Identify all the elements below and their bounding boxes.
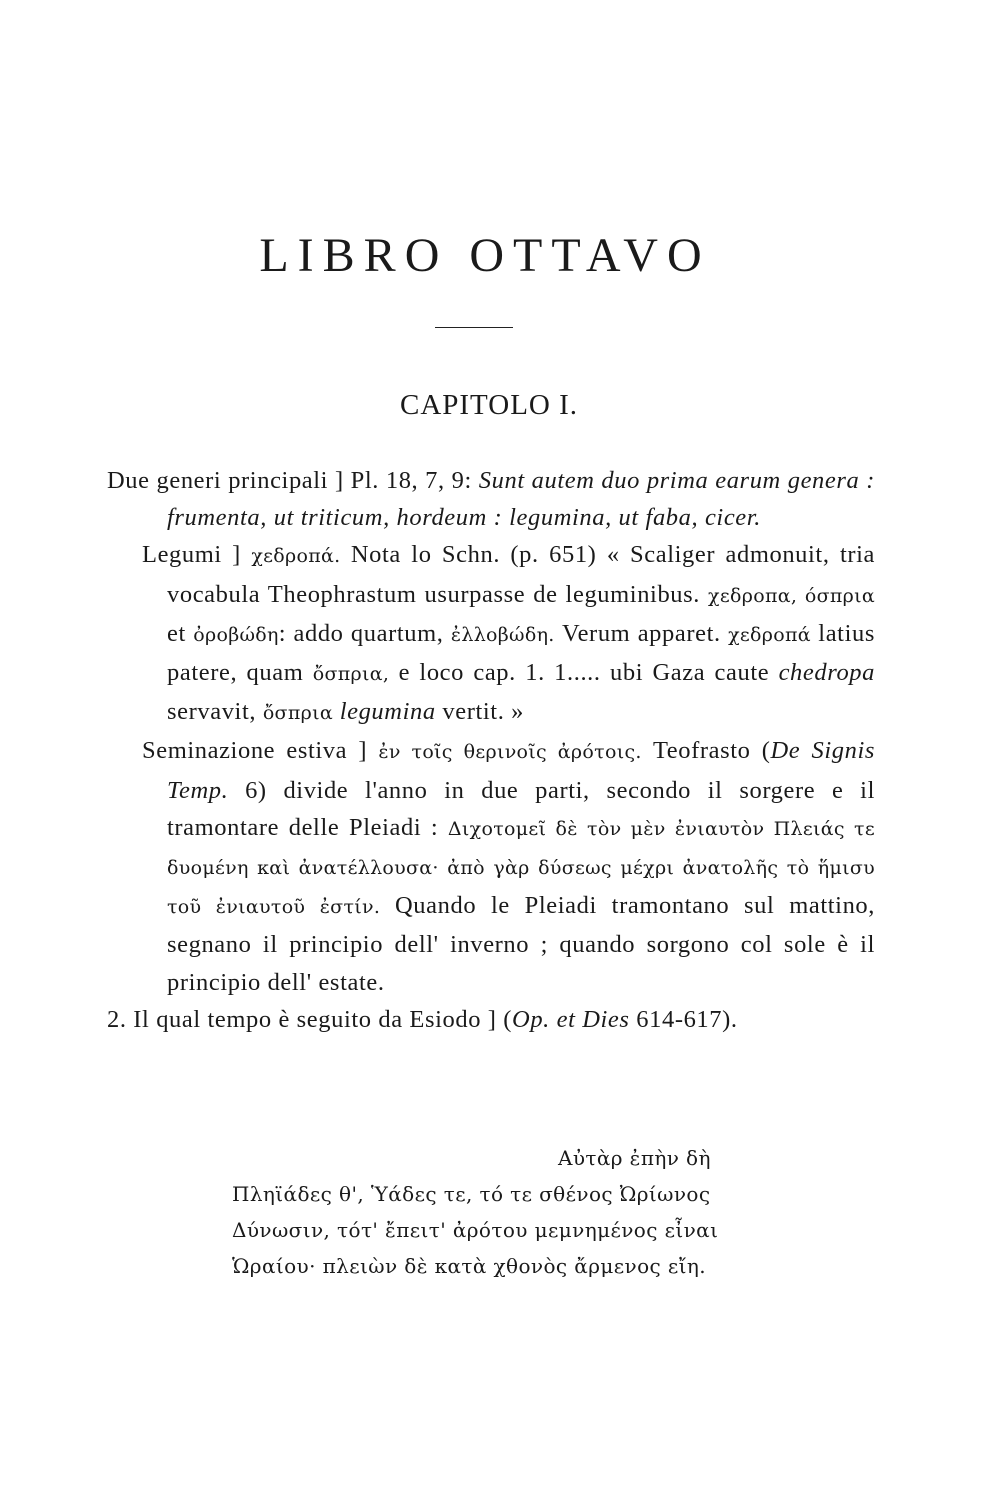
note-2-greek-4: ἐλλοβώδη. (450, 623, 555, 646)
note-3-greek-1: ἐν τοῖς θερινοῖς ἀρότοις. (378, 741, 642, 764)
note-2-text-j: vertit. » (435, 698, 525, 726)
note-4-text-b: 614-617). (629, 1005, 738, 1033)
verse-line: Πληϊάδες θ', Ὑάδες τε, τό τε σθένος Ὠρίωνος (232, 1182, 711, 1206)
note-2-greek-3: ὀροβώδη (193, 623, 279, 646)
note-2-italic-2: legumina (332, 698, 436, 726)
note-paragraph-3 (107, 732, 875, 1000)
note-3-text-d: Quando le Pleiadi tramontano sul mattino, segnano il principio dell' inverno ; quando sorgono col sole è il principio dell' estate. (167, 892, 876, 996)
note-2-text-b: Nota lo Schn. (p. 651) « Scaliger admonuit, tria vocabula Theophrastum usurpasse de leguminibus. (167, 541, 875, 608)
note-2-italic-1: chedropa (778, 659, 876, 687)
note-3-text-c: 6) divide l'anno in due parti, secondo il sorgere e il tramontare delle Pleiadi : (167, 776, 875, 841)
note-3-text-b: Teofrasto ( (641, 737, 771, 765)
note-2-greek-2: χεδροπα, όσπρια (708, 584, 875, 607)
note-3-italic-1: De Signis Temp. (167, 737, 875, 804)
note-2-text-d: : addo quartum, (278, 619, 451, 647)
greek-verse-quotation (232, 1140, 792, 1284)
book-title: LIBRO OTTAVO (259, 229, 711, 282)
note-paragraph-1 (107, 462, 875, 536)
note-paragraph-4 (107, 1001, 875, 1038)
chapter-title: CAPITOLO I. (399, 389, 579, 421)
note-1-lemma: Due generi principali ] Pl. 18, 7, 9: (107, 467, 479, 494)
note-1-latin-quote: Sunt autem duo prima earum genera : frumenta, ut triticum, hordeum : legumina, ut faba, cicer. (167, 467, 875, 532)
note-2-text-f: latius patere, quam (167, 619, 875, 687)
note-3-text-a: Seminazione estiva ] (142, 737, 379, 765)
note-3-greek-2: Διχοτομεῖ δὲ τὸν μὲν ἐνιαυτὸν Πλειάς τε δυομένη καὶ ἀνατέλλουσα· ἀπὸ γὰρ δύσεως μέχρι ἀνατολῆς τὸ ἥμισυ τοῦ ἐνιαυτοῦ ἐστίν. (167, 817, 875, 919)
note-2-text-g: e loco cap. 1. 1..... ubi Gaza caute (389, 659, 779, 687)
note-2-greek-6: ὄσπρια, (312, 663, 390, 686)
note-2-greek-5: χεδροπά (728, 623, 811, 646)
verse-line: Αὐτὰρ ἐπὴν δὴ (558, 1146, 711, 1170)
commentary-body (107, 462, 875, 1038)
note-2-text-a: Legumi ] (142, 541, 252, 569)
verse-line: Ὡραίου· πλειὼν δὲ κατὰ χθονὸς ἄρμενος εἴη. (232, 1254, 707, 1278)
note-2-text-h: servavit, (167, 698, 263, 726)
title-divider (435, 327, 513, 328)
note-paragraph-2 (107, 536, 875, 732)
verse-line: Δύνωσιν, τότ' ἔπειτ' ἀρότου μεμνημένος εἶναι (232, 1218, 719, 1242)
note-2-greek-1: χεδροπά. (251, 545, 341, 568)
note-2-greek-7: ὄσπρια (262, 702, 333, 725)
note-4-text-a: 2. Il qual tempo è seguito da Esiodo ] ( (107, 1005, 513, 1033)
note-4-italic-1: Op. et Dies (512, 1005, 630, 1033)
note-2-text-c: et (167, 619, 194, 647)
note-2-text-e: Verum apparet. (554, 619, 729, 647)
